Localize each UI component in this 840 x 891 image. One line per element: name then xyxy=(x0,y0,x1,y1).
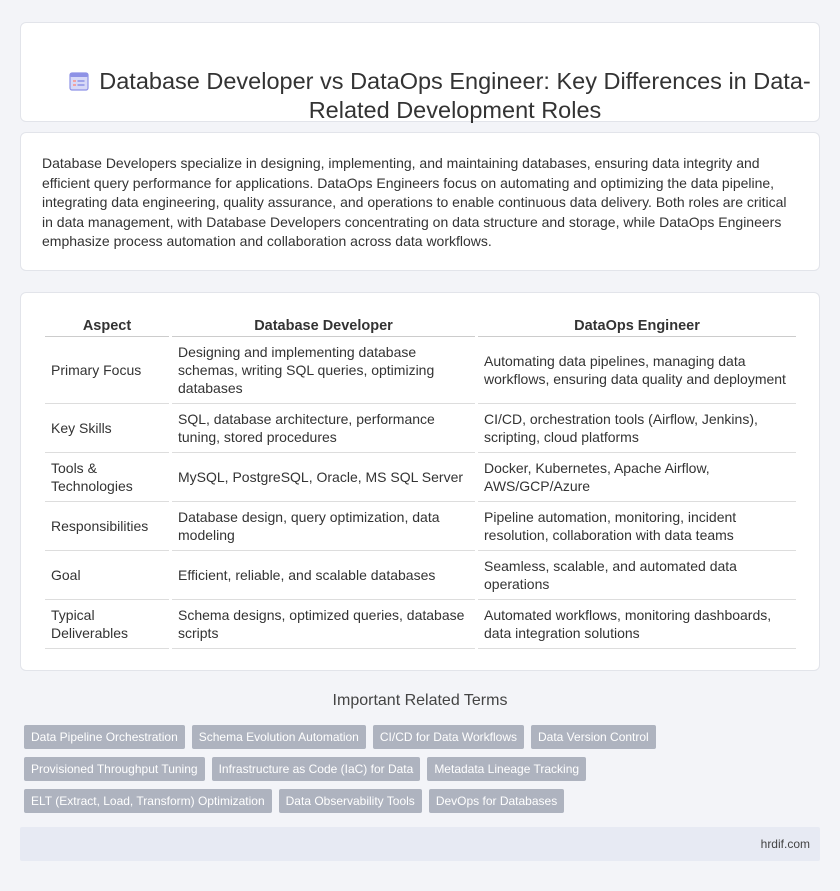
database-developer-cell: MySQL, PostgreSQL, Oracle, MS SQL Server xyxy=(172,453,475,502)
tag-ci-cd-for-data-workflows[interactable]: CI/CD for Data Workflows xyxy=(373,725,524,749)
aspect-cell: Tools & Technologies xyxy=(45,453,169,502)
tag-data-observability-tools[interactable]: Data Observability Tools xyxy=(279,789,422,813)
tag-data-version-control[interactable]: Data Version Control xyxy=(531,725,656,749)
tag-infrastructure-as-code[interactable]: Infrastructure as Code (IaC) for Data xyxy=(212,757,421,781)
database-developer-cell: Schema designs, optimized queries, database scripts xyxy=(172,600,475,649)
header-dataops-engineer: DataOps Engineer xyxy=(478,315,796,337)
intro-card xyxy=(20,132,820,271)
aspect-cell: Primary Focus xyxy=(45,337,169,404)
dataops-engineer-cell: Pipeline automation, monitoring, incident resolution, collaboration with data teams xyxy=(478,502,796,551)
aspect-cell: Key Skills xyxy=(45,404,169,453)
tag-schema-evolution-automation[interactable]: Schema Evolution Automation xyxy=(192,725,366,749)
footer-site-link[interactable]: hrdif.com xyxy=(760,837,810,851)
footer xyxy=(20,827,820,861)
table-row xyxy=(45,404,796,453)
aspect-cell: Responsibilities xyxy=(45,502,169,551)
calendar-list-icon xyxy=(67,69,91,93)
aspect-cell: Goal xyxy=(45,551,169,600)
tag-row xyxy=(24,789,824,821)
table-header-row xyxy=(45,315,796,337)
tag-elt-optimization[interactable]: ELT (Extract, Load, Transform) Optimization xyxy=(24,789,272,813)
dataops-engineer-cell: Seamless, scalable, and automated data operations xyxy=(478,551,796,600)
dataops-engineer-cell: CI/CD, orchestration tools (Airflow, Jenkins), scripting, cloud platforms xyxy=(478,404,796,453)
related-terms-heading: Important Related Terms xyxy=(332,692,508,709)
tag-provisioned-throughput-tuning[interactable]: Provisioned Throughput Tuning xyxy=(24,757,205,781)
table-row xyxy=(45,337,796,404)
related-terms-tags xyxy=(24,725,824,821)
database-developer-cell: Database design, query optimization, data modeling xyxy=(172,502,475,551)
intro-paragraph: Database Developers specialize in designing, implementing, and maintaining databases, ensuring data integrity and efficient query performance for applications. DataOps Engineers focus on automating and optimizing the data pipeline, integrating data engineering, quality assurance, and operations to enable continuous data delivery. Both roles are critical in data management, with Database Developers concentrating on data structure and storage, while DataOps Engineers emphasize process automation and collaboration across data workflows. xyxy=(42,155,787,249)
header-aspect: Aspect xyxy=(45,315,169,337)
tag-data-pipeline-orchestration[interactable]: Data Pipeline Orchestration xyxy=(24,725,185,749)
dataops-engineer-cell: Automating data pipelines, managing data workflows, ensuring data quality and deployment xyxy=(478,337,796,404)
aspect-cell: Typical Deliverables xyxy=(45,600,169,649)
header-database-developer: Database Developer xyxy=(172,315,475,337)
title-card xyxy=(20,22,820,122)
database-developer-cell: Designing and implementing database schemas, writing SQL queries, optimizing databases xyxy=(172,337,475,404)
table-row xyxy=(45,453,796,502)
dataops-engineer-cell: Automated workflows, monitoring dashboards, data integration solutions xyxy=(478,600,796,649)
tag-devops-for-databases[interactable]: DevOps for Databases xyxy=(429,789,564,813)
comparison-card xyxy=(20,292,820,671)
database-developer-cell: SQL, database architecture, performance tuning, stored procedures xyxy=(172,404,475,453)
tag-row xyxy=(24,757,824,789)
tag-row xyxy=(24,725,824,757)
tag-metadata-lineage-tracking[interactable]: Metadata Lineage Tracking xyxy=(427,757,586,781)
table-row xyxy=(45,502,796,551)
dataops-engineer-cell: Docker, Kubernetes, Apache Airflow, AWS/GCP/Azure xyxy=(478,453,796,502)
page-title: Database Developer vs DataOps Engineer: Key Differences in Data-Related Development Roles xyxy=(99,68,811,123)
comparison-table xyxy=(42,315,799,649)
table-row xyxy=(45,600,796,649)
table-row xyxy=(45,551,796,600)
database-developer-cell: Efficient, reliable, and scalable databases xyxy=(172,551,475,600)
